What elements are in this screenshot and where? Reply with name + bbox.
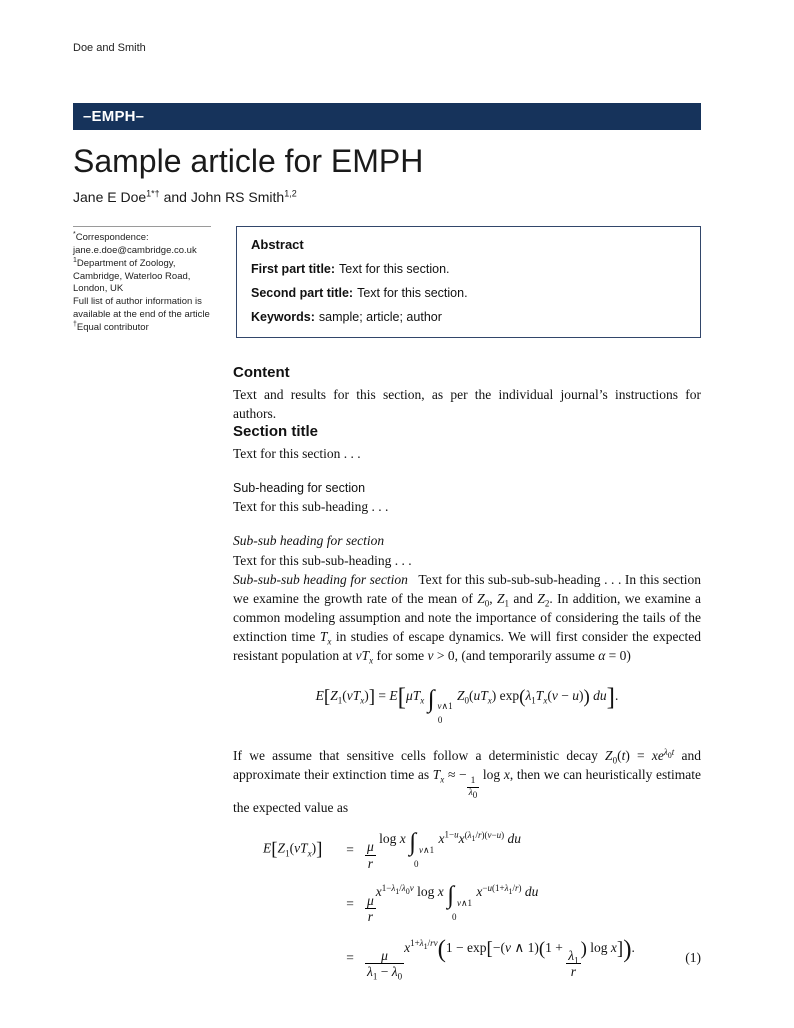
abstract-item-label: First part title: [251,261,336,276]
sub-heading: Sub-heading for section [233,480,366,495]
sidebar-line: Cambridge, Waterloo Road, [73,270,191,282]
abstract-item [251,310,686,324]
equation-lhs: $E[Z_1(vT_x)]$ [263,839,323,861]
abstract-item-text: sample; article; author [318,309,442,324]
sidebar-line: Full list of author information is [73,296,202,308]
equation-number: (1) [685,949,701,965]
content-heading: Content [233,363,290,381]
equation-row-3: $\frac{\mu}{\lambda_1 - \lambda_0}$ $x^{1+\lambda_1/rv}(1 - \exp[-(v$ ∧ 1)(1 + $\frac{\lambda_1}{r}$ ) log x]). [367,935,635,982]
sub-heading-paragraph: Text for this sub-heading . . . [233,498,389,514]
authors-line: Jane E Doe$^{1*\dagger}$ and John RS Smith$^{1,2}$ [73,188,297,205]
abstract-item-text: Text for this section. [357,285,468,300]
equals-sign: = [346,895,354,911]
sidebar-line: †Equal contributor [73,320,149,334]
section-title-heading: Section title [233,422,319,440]
sidebar-line: available at the end of the article [73,309,210,321]
section-paragraph: Text for this section . . . [233,445,361,461]
sidebar-line: $^1$Department of Zoology, [73,256,176,269]
info-row [73,226,701,338]
journal-banner [73,103,701,130]
author-info-sidebar [73,226,211,335]
equals-sign: = [346,842,354,858]
abstract-box [236,226,701,338]
equals-sign: = [346,949,354,965]
sub-sub-heading: Sub-sub heading for section [233,532,385,548]
correspondence-email: jane.e.doe@cambridge.co.uk [73,244,197,256]
sidebar-line: London, UK [73,283,124,295]
sidebar-line: *Correspondence: [73,230,149,243]
decay-paragraph: If we assume that sensitive cells follow a deterministic decay $Z_0(t) = xe^{\lambda_0t}$ and approximate their extinction time as $T_x$ ≈ − $\frac{1}{\lambda_0}$ log x, then we can heuristically estimate the expected value as [233,746,701,816]
abstract-item-text: Text for this section. [339,261,450,276]
sub-sub-sub-paragraph: Sub-sub-sub heading for section Text for this sub-sub-sub-heading . . . In this section we examine the growth rate of the mean of $Z_0$, $Z_1$ and $Z_2$. In addition, we examine a common modeling assumption and note the importance of considering the tails of the extinction time $T_x$ in studies of escape dynamics. We will first consider the expected resistant population at $vT_x$ for some v > 0, (and temporarily assume α = 0) [233,571,702,666]
equation-row-1: $\frac{\mu}{r}$ log x ∫ v∧1 0 $x^{1-u}x^{(\lambda_1/r)(v-u)}$ du [367,829,521,871]
equation-row-2: $\frac{\mu}{r}$ $x^{1-\lambda_1/\lambda_0v}$ log x ∫ v∧1 0 $x^{-u(1+\lambda_1/r)}$ du [367,882,539,925]
article-title: Sample article for EMPH [73,143,424,179]
abstract-item-label: Keywords: [251,309,315,324]
main-column [233,364,701,980]
aligned-equations [233,829,701,982]
running-head: Doe and Smith [73,42,146,54]
abstract-item [251,286,686,300]
abstract-heading: Abstract [251,236,304,252]
abstract-item-label: Second part title: [251,285,354,300]
content-paragraph: Text and results for this section, as per the individual journal’s instructions for authors. [233,386,701,421]
journal-banner-label: –EMPH– [83,108,145,125]
abstract-item [251,262,686,276]
display-equation: $E[Z_1(vT_x)] = E[\mu T_x$ ∫ v∧1 0 $Z_0(uT_x) \exp(\lambda_1T_x(v - u))$ du]. [315,683,619,726]
sub-sub-heading-paragraph: Text for this sub-sub-heading . . . [233,552,412,568]
